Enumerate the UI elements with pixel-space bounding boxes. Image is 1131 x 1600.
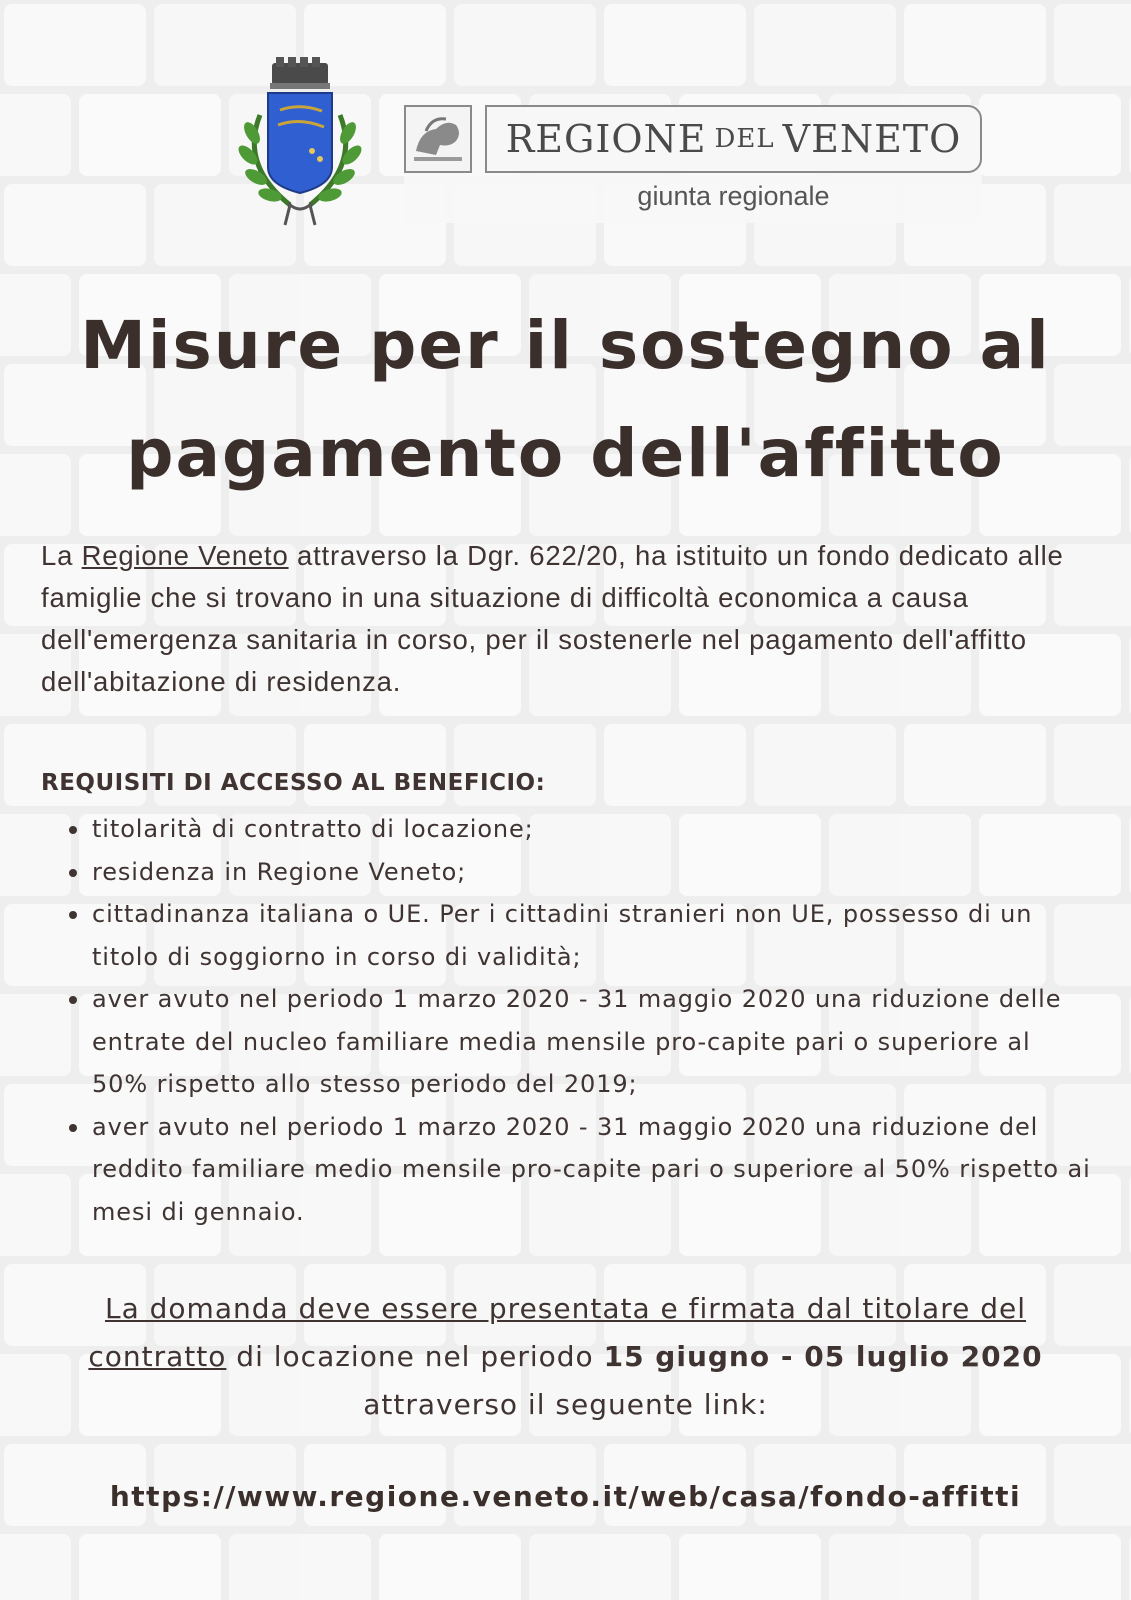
page-title-line-2: pagamento dell'affitto <box>126 415 1005 492</box>
giunta-regionale-label: giunta regionale <box>637 181 830 211</box>
regione-name: REGIONE DEL VENETO <box>485 105 982 173</box>
list-item: aver avuto nel periodo 1 marzo 2020 - 31 maggio 2020 una riduzione delle entrate del nucleo familiare media mensile pro-capite pari o superiore al 50% rispetto allo stesso periodo del 2019; <box>41 978 1091 1106</box>
page-title <box>0 292 1131 508</box>
page-title-line-1: Misure per il sostegno al <box>80 307 1051 384</box>
list-item: titolarità di contratto di locazione; <box>41 808 1091 851</box>
fondo-affitti-link[interactable]: https://www.regione.veneto.it/web/casa/fondo-affitti <box>109 1480 1022 1513</box>
regione-veneto-link[interactable]: Regione Veneto <box>81 540 289 571</box>
regione-veneto-logo <box>404 105 982 223</box>
list-item: cittadinanza italiana o UE. Per i cittadini stranieri non UE, possesso di un titolo di soggiorno in corso di validità; <box>41 893 1091 978</box>
intro-paragraph: La Regione Veneto attraverso la Dgr. 622/20, ha istituito un fondo dedicato alle famiglie che si trovano in una situazione di difficoltà economica a causa dell'emergenza sanitaria in corso, per il sostenerle nel pagamento dell'affitto dell'abitazione di residenza. <box>41 540 1064 697</box>
header-logos <box>0 55 1131 240</box>
requirements-list <box>41 808 1091 1233</box>
application-dates: 15 giugno - 05 luglio 2020 <box>603 1340 1043 1373</box>
lion-of-st-mark-icon <box>404 105 472 173</box>
list-item: residenza in Regione Veneto; <box>41 851 1091 894</box>
municipal-crest-icon <box>230 55 370 235</box>
application-instructions: La domanda deve essere presentata e firmata dal titolare del contratto di locazione nel periodo 15 giugno - 05 luglio 2020 attraverso il seguente link: <box>88 1292 1043 1421</box>
requirements-heading: REQUISITI DI ACCESSO AL BENEFICIO: <box>41 770 546 796</box>
list-item: aver avuto nel periodo 1 marzo 2020 - 31 maggio 2020 una riduzione del reddito familiare medio mensile pro-capite pari o superiore al 50% rispetto ai mesi di gennaio. <box>41 1106 1091 1234</box>
